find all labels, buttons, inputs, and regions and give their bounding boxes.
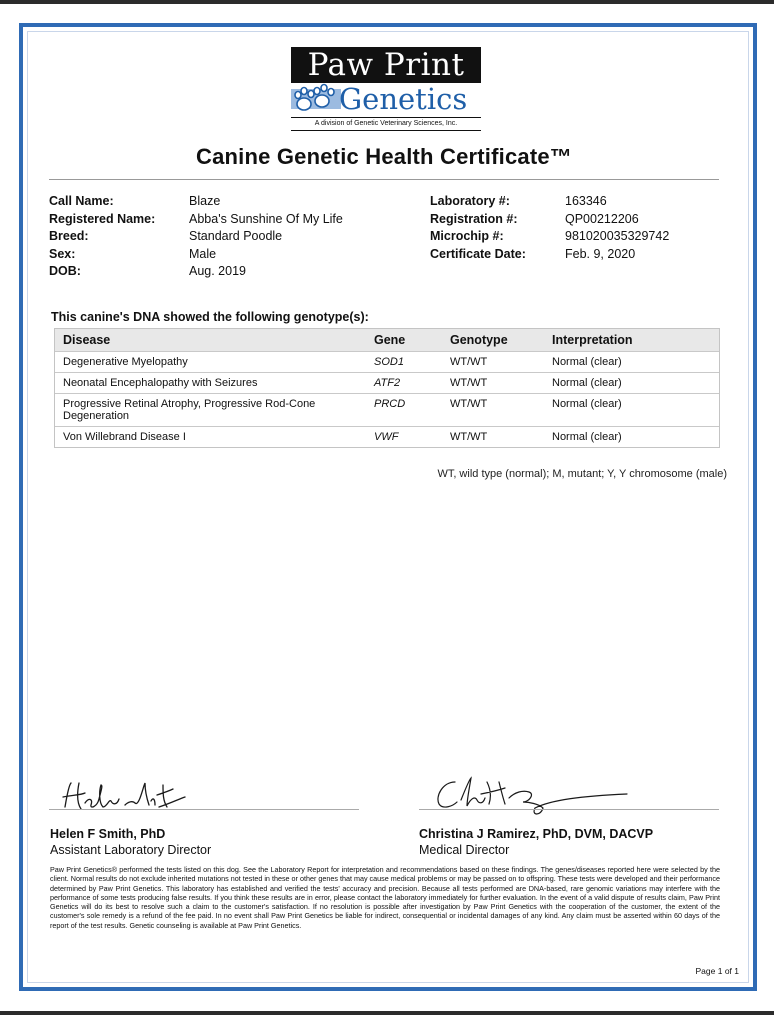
genotype-legend: WT, wild type (normal); M, mutant; Y, Y chromosome (male) <box>437 468 727 480</box>
certificate-title: Canine Genetic Health Certificate™ <box>195 144 572 169</box>
info-row-laboratory <box>430 193 669 211</box>
info-label: Microchip #: <box>430 229 504 243</box>
logo-line2: Genetics <box>339 82 468 116</box>
info-value: Standard Poodle <box>189 229 283 243</box>
info-row-breed <box>49 228 343 246</box>
paw-print-genetics-logo <box>291 47 481 131</box>
info-label: Call Name: <box>49 194 114 208</box>
info-label: Laboratory #: <box>430 194 510 208</box>
left-signature-image <box>59 777 189 817</box>
bottom-dark-bar <box>0 1011 774 1015</box>
left-signature-line <box>49 809 359 810</box>
cell-interpretation: Normal (clear) <box>552 377 622 389</box>
info-label: DOB: <box>49 264 81 278</box>
column-header-interpretation: Interpretation <box>552 333 633 347</box>
info-row-microchip <box>430 228 669 246</box>
info-value: 163346 <box>565 194 607 208</box>
cell-disease: Neonatal Encephalopathy with Seizures <box>63 377 258 389</box>
info-value: Blaze <box>189 194 221 208</box>
cell-gene: PRCD <box>374 398 406 410</box>
table-row <box>55 351 719 372</box>
info-row-dob <box>49 263 343 281</box>
info-row-registered-name <box>49 211 343 229</box>
legal-disclaimer: Paw Print Genetics® performed the tests listed on this dog. See the Laboratory Report for interpretation and recommendations based on these findings. The genes/diseases reported here were selected by the client. Normal results do not exclude inherited mutations not tested in these or other genes that may cause medical problems or may be passed on to offspring. These tests were developed and their performance determined by Paw Print Genetics. This laboratory has established and verified the tests' accuracy and precision. Because all tests performed are DNA-based, rare genomic variations may interfere with the performance of some tests producing false results. If you think these results are in error, please contact the laboratory immediately for further evaluation. In the event of a valid dispute of results claim, Paw Print Genetics will do its best to resolve such a claim to the customer's satisfaction. If no resolution is possible after investigation by Paw Print Genetics with the cooperation of the customer, the extent of the customer's sole remedy is a refund of the fee paid. In no event shall Paw Print Genetics be liable for indirect, consequential or incidental damages of any kind. Any claim must be asserted within 60 days of the report of the test results. Genetic counseling is available at Paw Print Genetics. <box>50 865 720 930</box>
cell-genotype: WT/WT <box>450 356 488 368</box>
column-header-gene: Gene <box>374 333 406 347</box>
right-signature-image <box>431 772 631 822</box>
cell-genotype: WT/WT <box>450 431 488 443</box>
right-signature-line <box>419 809 719 810</box>
cell-genotype: WT/WT <box>450 377 488 389</box>
left-signer-title: Assistant Laboratory Director <box>50 843 212 857</box>
table-header <box>55 329 719 351</box>
table-row <box>55 372 719 393</box>
cell-disease: Progressive Retinal Atrophy, Progressive Rod-Cone Degeneration <box>63 398 316 422</box>
cell-gene: ATF2 <box>374 377 401 389</box>
top-dark-bar <box>0 0 774 4</box>
info-label: Certificate Date: <box>430 246 526 261</box>
info-row-call-name <box>49 193 343 211</box>
info-row-registration <box>430 211 669 229</box>
info-value: Abba's Sunshine Of My Life <box>189 211 343 226</box>
cell-disease: Degenerative Myelopathy <box>63 356 188 368</box>
right-signer-name: Christina J Ramirez, PhD, DVM, DACVP <box>419 827 654 841</box>
cell-interpretation: Normal (clear) <box>552 431 622 443</box>
cell-gene: SOD1 <box>374 356 404 368</box>
info-label: Sex: <box>49 246 76 261</box>
cell-genotype: WT/WT <box>450 398 488 410</box>
lab-info <box>430 193 669 263</box>
info-label: Registered Name: <box>49 211 156 226</box>
cell-interpretation: Normal (clear) <box>552 398 622 410</box>
paw-icon <box>293 83 339 115</box>
cell-disease: Von Willebrand Disease I <box>63 431 186 443</box>
right-signer-title: Medical Director <box>419 843 510 857</box>
info-value: Male <box>189 246 217 261</box>
cell-gene: VWF <box>374 431 399 443</box>
cell-interpretation: Normal (clear) <box>552 356 622 368</box>
genotype-table <box>54 328 720 448</box>
logo-line1: Paw Print <box>291 47 481 83</box>
table-row <box>55 426 719 447</box>
left-signer-name: Helen F Smith, PhD <box>50 827 166 841</box>
title-divider <box>49 179 719 180</box>
info-row-certificate-date <box>430 246 669 264</box>
info-label: Breed: <box>49 229 89 243</box>
info-row-sex <box>49 246 343 264</box>
info-label: Registration #: <box>430 211 518 226</box>
info-value: Feb. 9, 2020 <box>565 246 636 261</box>
certificate-frame <box>19 23 757 991</box>
info-value: QP00212206 <box>565 211 639 226</box>
info-value: 981020035329742 <box>565 229 670 243</box>
info-value: Aug. 2019 <box>189 264 246 278</box>
genotype-heading: This canine's DNA showed the following genotype(s): <box>51 310 369 324</box>
page-number: Page 1 of 1 <box>695 966 739 976</box>
table-row <box>55 393 719 426</box>
dog-info <box>49 193 343 281</box>
column-header-genotype: Genotype <box>450 333 508 347</box>
column-header-disease: Disease <box>63 333 111 347</box>
logo-division-text: A division of Genetic Veterinary Sciences, Inc. <box>291 117 481 131</box>
logo-middle <box>291 83 481 115</box>
